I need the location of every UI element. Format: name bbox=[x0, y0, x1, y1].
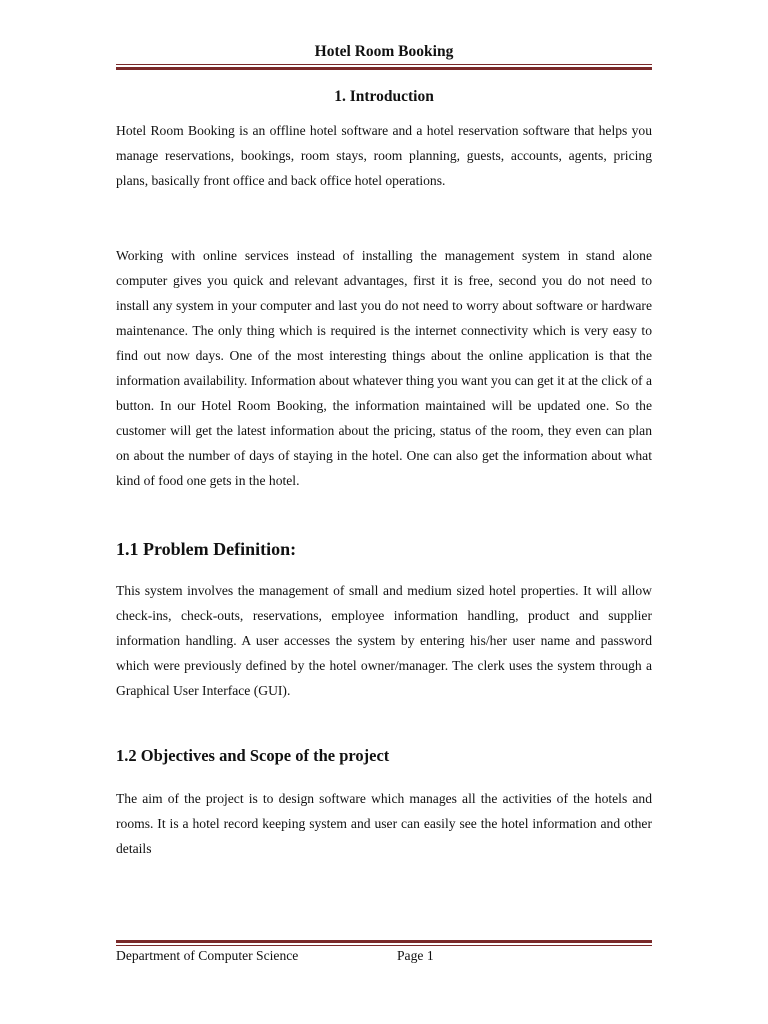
intro-paragraph-1: Hotel Room Booking is an offline hotel software and a hotel reservation software that helps you manage reservations, bookings, room stays, room planning, guests, accounts, agents, pricing plans, basically front office and back office hotel operations. bbox=[116, 123, 652, 188]
problem-definition-paragraph: This system involves the management of small and medium sized hotel properties. It will allow check-ins, check-outs, reservations, employee information handling, product and supplier information handling. A user accesses the system by entering his/her user name and password which were previously defined by the hotel owner/manager. The clerk uses the system through a Graphical User Interface (GUI). bbox=[116, 583, 652, 698]
section-heading-problem-definition: 1.1 Problem Definition: bbox=[116, 539, 297, 559]
objectives-paragraph: The aim of the project is to design software which manages all the activities of the hotels and rooms. It is a hotel record keeping system and user can easily see the hotel information and other details bbox=[116, 791, 652, 856]
section-heading-introduction: 1. Introduction bbox=[334, 88, 434, 105]
footer-page-number: Page 1 bbox=[397, 948, 434, 963]
section-heading-objectives: 1.2 Objectives and Scope of the project bbox=[116, 746, 390, 765]
header-rule-thick bbox=[116, 67, 652, 70]
footer-rule-thin bbox=[116, 945, 652, 946]
footer-rule-thick bbox=[116, 940, 652, 943]
header-rule-thin bbox=[116, 64, 652, 65]
running-header-title: Hotel Room Booking bbox=[314, 43, 454, 60]
intro-paragraph-2: Working with online services instead of installing the management system in stand alone computer gives you quick and relevant advantages, first it is free, second you do not need to install any system in your computer and last you do not need to worry about software or hardware maintenance. The only thing which is required is the internet connectivity which is very easy to find out now days. One of the most interesting things about the online application is that the information availability. Information about whatever thing you want you can get it at the click of a button. In our Hotel Room Booking, the information maintained will be updated one. So the customer will get the latest information about the pricing, status of the room, they even can plan on about the number of days of staying in the hotel. One can also get the information about what kind of food one gets in the hotel. bbox=[116, 248, 652, 488]
footer-department: Department of Computer Science bbox=[116, 948, 299, 963]
